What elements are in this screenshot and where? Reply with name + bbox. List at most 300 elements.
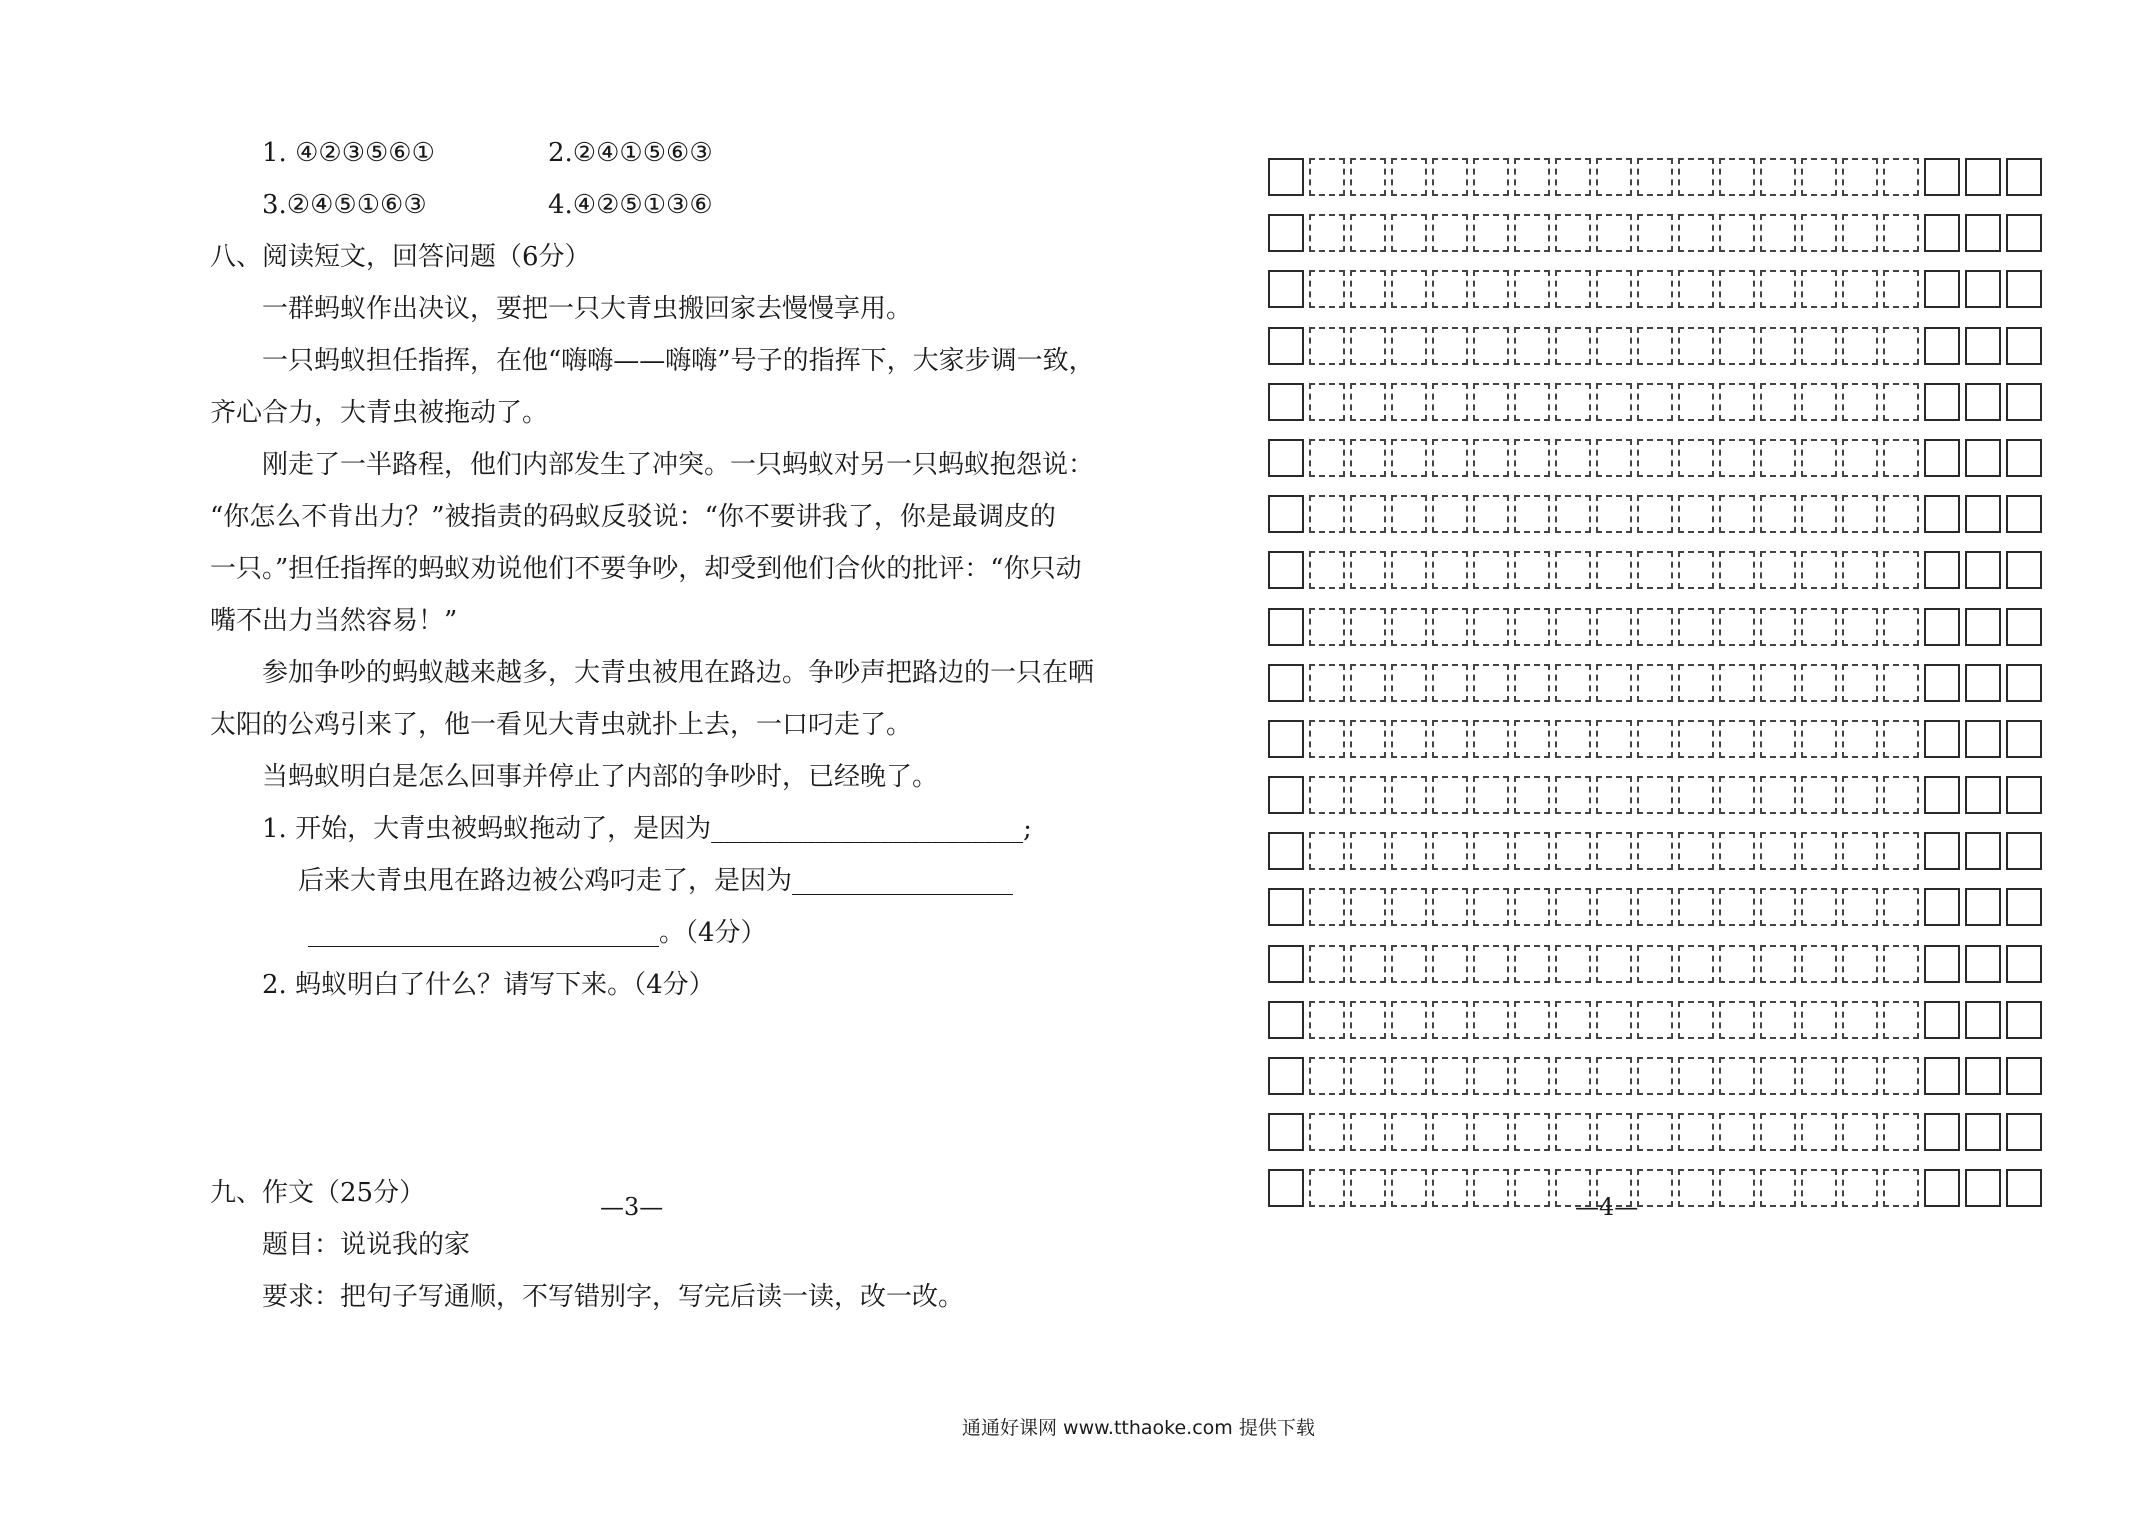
grid-cell	[1268, 439, 1304, 477]
grid-cell	[1391, 214, 1427, 252]
grid-cell	[1678, 945, 1714, 983]
grid-cell	[1924, 888, 1960, 926]
page-number-4: —4—	[1575, 1193, 1639, 1221]
grid-cell	[1924, 214, 1960, 252]
grid-cell	[1801, 1169, 1837, 1207]
grid-cell	[2006, 270, 2042, 308]
grid-cell	[1432, 214, 1468, 252]
grid-cell	[1719, 776, 1755, 814]
grid-cell	[2006, 1169, 2042, 1207]
grid-cell	[1924, 1057, 1960, 1095]
grid-cell	[1965, 551, 2001, 589]
grid-cell	[1883, 383, 1919, 421]
grid-cell	[1637, 1001, 1673, 1039]
grid-cell	[1514, 158, 1550, 196]
grid-cell	[1719, 1169, 1755, 1207]
grid-cell	[1350, 664, 1386, 702]
grid-cell	[1924, 720, 1960, 758]
grid-cell	[1309, 1169, 1345, 1207]
grid-cell	[1309, 776, 1345, 814]
grid-cell	[1555, 383, 1591, 421]
grid-cell	[1719, 383, 1755, 421]
grid-cell	[1432, 270, 1468, 308]
grid-cell	[1760, 270, 1796, 308]
grid-cell	[1555, 776, 1591, 814]
grid-cell	[2006, 945, 2042, 983]
grid-cell	[1473, 327, 1509, 365]
grid-cell	[1309, 551, 1345, 589]
grid-cell	[1719, 1001, 1755, 1039]
grid-cell	[1555, 664, 1591, 702]
writing-grid	[1268, 158, 2042, 1207]
grid-cell	[1473, 888, 1509, 926]
grid-cell	[1924, 158, 1960, 196]
grid-cell	[1268, 1001, 1304, 1039]
grid-cell	[1678, 608, 1714, 646]
essay-requirements: 要求：把句子写通顺，不写错别字，写完后读一读，改一改。	[262, 1282, 965, 1312]
grid-cell	[1268, 776, 1304, 814]
grid-cell	[1924, 664, 1960, 702]
grid-cell	[1678, 1169, 1714, 1207]
grid-cell	[1965, 439, 2001, 477]
grid-cell	[1350, 945, 1386, 983]
grid-cell	[1309, 888, 1345, 926]
grid-cell	[2006, 439, 2042, 477]
grid-cell	[1842, 495, 1878, 533]
grid-cell	[1473, 1057, 1509, 1095]
grid-cell	[1309, 158, 1345, 196]
grid-cell	[1842, 158, 1878, 196]
grid-cell	[1473, 383, 1509, 421]
grid-cell	[1883, 888, 1919, 926]
grid-cell	[1842, 664, 1878, 702]
grid-cell	[1760, 1001, 1796, 1039]
grid-cell	[1924, 1113, 1960, 1151]
grid-cell	[1350, 551, 1386, 589]
grid-cell	[1391, 1113, 1427, 1151]
grid-cell	[1760, 776, 1796, 814]
grid-cell	[1432, 664, 1468, 702]
grid-cell	[1350, 608, 1386, 646]
grid-cell	[1965, 720, 2001, 758]
grid-cell	[1801, 551, 1837, 589]
grid-cell	[1473, 551, 1509, 589]
grid-cell	[1514, 383, 1550, 421]
grid-cell	[1719, 214, 1755, 252]
grid-cell	[1596, 214, 1632, 252]
grid-cell	[1801, 1001, 1837, 1039]
grid-cell	[1555, 214, 1591, 252]
grid-cell	[1391, 720, 1427, 758]
grid-cell	[1432, 776, 1468, 814]
grid-cell	[1965, 776, 2001, 814]
grid-cell	[1350, 214, 1386, 252]
grid-cell	[1268, 608, 1304, 646]
grid-cell	[1391, 158, 1427, 196]
grid-cell	[1268, 495, 1304, 533]
grid-cell	[1514, 945, 1550, 983]
grid-cell	[1596, 945, 1632, 983]
grid-cell	[1842, 832, 1878, 870]
grid-cell	[1555, 495, 1591, 533]
grid-cell	[1268, 551, 1304, 589]
grid-cell	[1309, 495, 1345, 533]
essay-title: 题目：说说我的家	[262, 1230, 471, 1260]
grid-cell	[1391, 1169, 1427, 1207]
grid-cell	[1924, 832, 1960, 870]
grid-cell	[1719, 664, 1755, 702]
grid-cell	[1473, 1113, 1509, 1151]
grid-cell	[2006, 720, 2042, 758]
grid-cell	[1883, 439, 1919, 477]
grid-cell	[1965, 664, 2001, 702]
grid-cell	[1883, 608, 1919, 646]
grid-cell	[1432, 495, 1468, 533]
grid-cell	[1596, 270, 1632, 308]
grid-cell	[1883, 945, 1919, 983]
grid-cell	[1801, 608, 1837, 646]
grid-cell	[1473, 720, 1509, 758]
grid-cell	[1555, 439, 1591, 477]
grid-cell	[1637, 832, 1673, 870]
grid-cell	[1268, 832, 1304, 870]
grid-cell	[1801, 158, 1837, 196]
grid-cell	[1514, 214, 1550, 252]
grid-cell	[1514, 1057, 1550, 1095]
section8-heading: 八、阅读短文，回答问题（6分）	[210, 242, 591, 272]
grid-cell	[1432, 439, 1468, 477]
grid-cell	[1309, 327, 1345, 365]
grid-cell	[1965, 495, 2001, 533]
grid-cell	[1965, 888, 2001, 926]
grid-cell	[1637, 214, 1673, 252]
passage-line-8: 参加争吵的蚂蚁越来越多，大青虫被甩在路边。争吵声把路边的一只在晒	[262, 658, 1095, 688]
passage-line-3: 齐心合力，大青虫被拖动了。	[210, 398, 549, 428]
grid-cell	[1391, 495, 1427, 533]
footer-download-note: 通通好课网 www.tthaoke.com 提供下载	[962, 1417, 1315, 1439]
grid-cell	[1760, 1169, 1796, 1207]
grid-cell	[1637, 270, 1673, 308]
grid-cell	[1719, 945, 1755, 983]
grid-cell	[1596, 1057, 1632, 1095]
grid-cell	[1309, 1057, 1345, 1095]
grid-cell	[1432, 158, 1468, 196]
grid-cell	[1801, 664, 1837, 702]
grid-cell	[2006, 664, 2042, 702]
grid-cell	[1842, 327, 1878, 365]
grid-cell	[1842, 1001, 1878, 1039]
grid-cell	[1760, 720, 1796, 758]
answer-option-4: 4.④②⑤①③⑥	[548, 190, 713, 220]
grid-cell	[1432, 1113, 1468, 1151]
grid-cell	[1842, 888, 1878, 926]
grid-cell	[1719, 888, 1755, 926]
grid-cell	[1596, 383, 1632, 421]
grid-cell	[1965, 1169, 2001, 1207]
grid-cell	[1555, 158, 1591, 196]
grid-cell	[1432, 1057, 1468, 1095]
grid-cell	[1924, 551, 1960, 589]
grid-cell	[1432, 1169, 1468, 1207]
grid-cell	[1883, 327, 1919, 365]
grid-cell	[1760, 832, 1796, 870]
answer-option-3: 3.②④⑤①⑥③	[262, 190, 427, 220]
grid-cell	[1350, 1001, 1386, 1039]
grid-cell	[2006, 888, 2042, 926]
grid-cell	[1555, 608, 1591, 646]
grid-cell	[2006, 1057, 2042, 1095]
grid-cell	[1965, 270, 2001, 308]
grid-cell	[1514, 1001, 1550, 1039]
grid-cell	[1350, 1169, 1386, 1207]
grid-cell	[1391, 383, 1427, 421]
grid-cell	[1883, 551, 1919, 589]
grid-cell	[1678, 214, 1714, 252]
grid-cell	[1432, 383, 1468, 421]
grid-cell	[1432, 888, 1468, 926]
grid-cell	[1514, 551, 1550, 589]
grid-cell	[1678, 888, 1714, 926]
grid-cell	[1391, 776, 1427, 814]
grid-cell	[1596, 1001, 1632, 1039]
grid-cell	[1432, 608, 1468, 646]
grid-cell	[1760, 945, 1796, 983]
grid-cell	[1637, 1113, 1673, 1151]
grid-cell	[1268, 720, 1304, 758]
grid-cell	[1637, 1057, 1673, 1095]
grid-cell	[1473, 214, 1509, 252]
grid-cell	[1719, 495, 1755, 533]
grid-cell	[1514, 495, 1550, 533]
grid-cell	[1350, 1057, 1386, 1095]
grid-cell	[1391, 664, 1427, 702]
grid-cell	[1432, 720, 1468, 758]
grid-cell	[1473, 608, 1509, 646]
grid-cell	[1268, 1113, 1304, 1151]
grid-cell	[1924, 1001, 1960, 1039]
grid-cell	[1596, 608, 1632, 646]
grid-cell	[1268, 945, 1304, 983]
grid-cell	[1596, 888, 1632, 926]
grid-cell	[1514, 439, 1550, 477]
grid-cell	[1719, 608, 1755, 646]
grid-cell	[1760, 327, 1796, 365]
grid-cell	[2006, 551, 2042, 589]
grid-cell	[1391, 1057, 1427, 1095]
grid-cell	[1473, 945, 1509, 983]
grid-cell	[1924, 327, 1960, 365]
grid-cell	[1350, 1113, 1386, 1151]
grid-cell	[1965, 158, 2001, 196]
page-number-3: —3—	[600, 1193, 664, 1221]
grid-cell	[1555, 1113, 1591, 1151]
grid-cell	[1801, 945, 1837, 983]
grid-cell	[1965, 214, 2001, 252]
grid-cell	[1350, 270, 1386, 308]
grid-cell	[1760, 551, 1796, 589]
grid-cell	[1883, 270, 1919, 308]
grid-cell	[1760, 888, 1796, 926]
grid-cell	[1555, 327, 1591, 365]
grid-cell	[1924, 945, 1960, 983]
grid-cell	[1924, 439, 1960, 477]
grid-cell	[1842, 439, 1878, 477]
passage-line-9: 太阳的公鸡引来了，他一看见大青虫就扑上去，一口叼走了。	[210, 710, 913, 740]
grid-cell	[1678, 327, 1714, 365]
passage-line-5: “你怎么不肯出力？”被指责的码蚁反驳说：“你不要讲我了，你是最调皮的	[210, 502, 1056, 532]
question-1-part-c: ___________________________。（4分）	[308, 918, 767, 948]
passage-line-2: 一只蚂蚁担任指挥，在他“嗨嗨——嗨嗨”号子的指挥下，大家步调一致，	[262, 346, 1095, 376]
grid-cell	[2006, 1001, 2042, 1039]
grid-cell	[1596, 495, 1632, 533]
grid-cell	[1760, 495, 1796, 533]
grid-cell	[1432, 1001, 1468, 1039]
grid-cell	[1514, 1113, 1550, 1151]
grid-cell	[1883, 832, 1919, 870]
grid-cell	[1719, 832, 1755, 870]
grid-cell	[1719, 158, 1755, 196]
grid-cell	[1268, 888, 1304, 926]
grid-cell	[1473, 270, 1509, 308]
grid-cell	[1760, 664, 1796, 702]
grid-cell	[1432, 832, 1468, 870]
grid-cell	[2006, 832, 2042, 870]
grid-cell	[1719, 1113, 1755, 1151]
grid-cell	[1555, 1057, 1591, 1095]
grid-cell	[1514, 720, 1550, 758]
grid-cell	[1719, 720, 1755, 758]
grid-cell	[1391, 1001, 1427, 1039]
grid-cell	[1678, 1001, 1714, 1039]
grid-cell	[2006, 776, 2042, 814]
grid-cell	[1965, 1113, 2001, 1151]
grid-cell	[1965, 608, 2001, 646]
grid-cell	[1924, 383, 1960, 421]
grid-cell	[1801, 327, 1837, 365]
grid-cell	[2006, 214, 2042, 252]
grid-cell	[1473, 664, 1509, 702]
grid-cell	[1801, 383, 1837, 421]
grid-cell	[1842, 383, 1878, 421]
grid-cell	[1596, 720, 1632, 758]
grid-cell	[1842, 608, 1878, 646]
grid-cell	[1801, 270, 1837, 308]
grid-cell	[1432, 945, 1468, 983]
grid-cell	[1637, 776, 1673, 814]
grid-cell	[1965, 327, 2001, 365]
grid-cell	[2006, 1113, 2042, 1151]
grid-cell	[1637, 383, 1673, 421]
grid-cell	[1473, 1001, 1509, 1039]
grid-cell	[1883, 664, 1919, 702]
grid-cell	[2006, 158, 2042, 196]
grid-cell	[1596, 158, 1632, 196]
grid-cell	[1760, 214, 1796, 252]
passage-line-6: 一只。”担任指挥的蚂蚁劝说他们不要争吵，却受到他们合伙的批评：“你只动	[210, 554, 1082, 584]
grid-cell	[1965, 945, 2001, 983]
grid-cell	[1719, 439, 1755, 477]
grid-cell	[1309, 608, 1345, 646]
grid-cell	[1883, 495, 1919, 533]
grid-cell	[1883, 1169, 1919, 1207]
grid-cell	[1842, 776, 1878, 814]
grid-cell	[1514, 327, 1550, 365]
grid-cell	[1965, 383, 2001, 421]
grid-cell	[1268, 270, 1304, 308]
grid-cell	[1391, 439, 1427, 477]
grid-cell	[1719, 270, 1755, 308]
grid-cell	[1801, 888, 1837, 926]
grid-cell	[1268, 664, 1304, 702]
grid-cell	[1555, 551, 1591, 589]
grid-cell	[1309, 832, 1345, 870]
grid-cell	[1924, 495, 1960, 533]
grid-cell	[1473, 495, 1509, 533]
grid-cell	[1760, 439, 1796, 477]
grid-cell	[1678, 776, 1714, 814]
grid-cell	[1473, 439, 1509, 477]
grid-cell	[1678, 720, 1714, 758]
grid-cell	[1842, 1057, 1878, 1095]
grid-cell	[1514, 270, 1550, 308]
grid-cell	[1555, 888, 1591, 926]
grid-cell	[1596, 439, 1632, 477]
grid-cell	[1309, 1113, 1345, 1151]
passage-line-1: 一群蚂蚁作出决议，要把一只大青虫搬回家去慢慢享用。	[262, 294, 913, 324]
grid-cell	[1350, 720, 1386, 758]
grid-cell	[1924, 776, 1960, 814]
grid-cell	[1309, 945, 1345, 983]
grid-cell	[1637, 327, 1673, 365]
grid-cell	[1555, 832, 1591, 870]
question-1-part-b: 后来大青虫甩在路边被公鸡叼走了，是因为_________________	[298, 866, 1014, 896]
answer-option-2: 2.②④①⑤⑥③	[548, 138, 713, 168]
grid-cell	[1842, 1169, 1878, 1207]
grid-cell	[1719, 327, 1755, 365]
grid-cell	[1514, 832, 1550, 870]
grid-cell	[1760, 1057, 1796, 1095]
grid-cell	[1637, 551, 1673, 589]
grid-cell	[1719, 1057, 1755, 1095]
grid-cell	[1801, 439, 1837, 477]
grid-cell	[1514, 1169, 1550, 1207]
grid-cell	[1637, 945, 1673, 983]
grid-cell	[1596, 551, 1632, 589]
grid-cell	[1883, 214, 1919, 252]
question-1-part-a: 1. 开始，大青虫被蚂蚁拖动了，是因为________________________;	[262, 814, 1032, 844]
grid-cell	[1883, 1001, 1919, 1039]
grid-cell	[1473, 158, 1509, 196]
grid-cell	[1268, 327, 1304, 365]
grid-cell	[1678, 1113, 1714, 1151]
grid-cell	[1350, 888, 1386, 926]
grid-cell	[1842, 270, 1878, 308]
grid-cell	[1924, 608, 1960, 646]
grid-cell	[1309, 383, 1345, 421]
grid-cell	[1678, 270, 1714, 308]
grid-cell	[1801, 720, 1837, 758]
grid-cell	[1801, 832, 1837, 870]
grid-cell	[1555, 720, 1591, 758]
grid-cell	[1350, 439, 1386, 477]
grid-cell	[1842, 945, 1878, 983]
passage-line-10: 当蚂蚁明白是怎么回事并停止了内部的争吵时，已经晚了。	[262, 762, 939, 792]
grid-cell	[1801, 1113, 1837, 1151]
grid-cell	[1309, 270, 1345, 308]
grid-cell	[1268, 158, 1304, 196]
grid-cell	[1268, 1057, 1304, 1095]
grid-cell	[1309, 664, 1345, 702]
